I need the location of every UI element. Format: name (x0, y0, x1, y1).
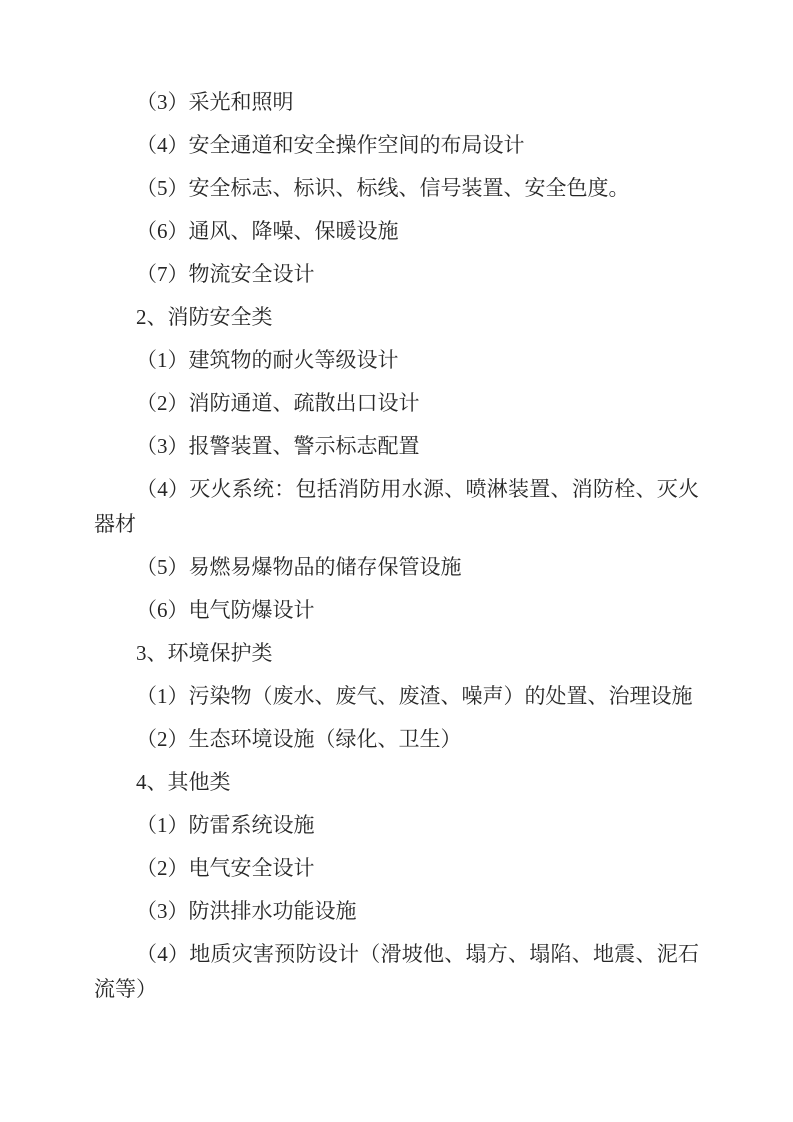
list-item: （2）电气安全设计 (136, 856, 315, 880)
section-heading: 4、其他类 (136, 770, 231, 794)
section-heading: 3、环境保护类 (136, 641, 273, 665)
document-body (94, 85, 699, 1007)
list-item: （4）地质灾害预防设计（滑坡他、塌方、塌陷、地震、泥石流等） (94, 942, 699, 1001)
list-item: （7）物流安全设计 (136, 262, 315, 286)
list-item: （3）报警装置、警示标志配置 (136, 434, 420, 458)
list-item: （1）污染物（废水、废气、废渣、噪声）的处置、治理设施 (136, 684, 693, 708)
list-item: （1）防雷系统设施 (136, 813, 315, 837)
list-item: （6）电气防爆设计 (136, 598, 315, 622)
section-heading: 2、消防安全类 (136, 305, 273, 329)
list-item: （5）易燃易爆物品的储存保管设施 (136, 555, 462, 579)
list-item: （2）消防通道、疏散出口设计 (136, 391, 420, 415)
list-item: （4）安全通道和安全操作空间的布局设计 (136, 133, 525, 157)
list-item: （4）灭火系统：包括消防用水源、喷淋装置、消防栓、灭火器材 (94, 477, 699, 536)
list-item: （3）防洪排水功能设施 (136, 899, 357, 923)
list-item: （1）建筑物的耐火等级设计 (136, 348, 399, 372)
list-item: （2）生态环境设施（绿化、卫生） (136, 727, 462, 751)
list-item: （5）安全标志、标识、标线、信号装置、安全色度。 (136, 176, 630, 200)
list-item: （3）采光和照明 (136, 90, 294, 114)
list-item: （6）通风、降噪、保暖设施 (136, 219, 399, 243)
